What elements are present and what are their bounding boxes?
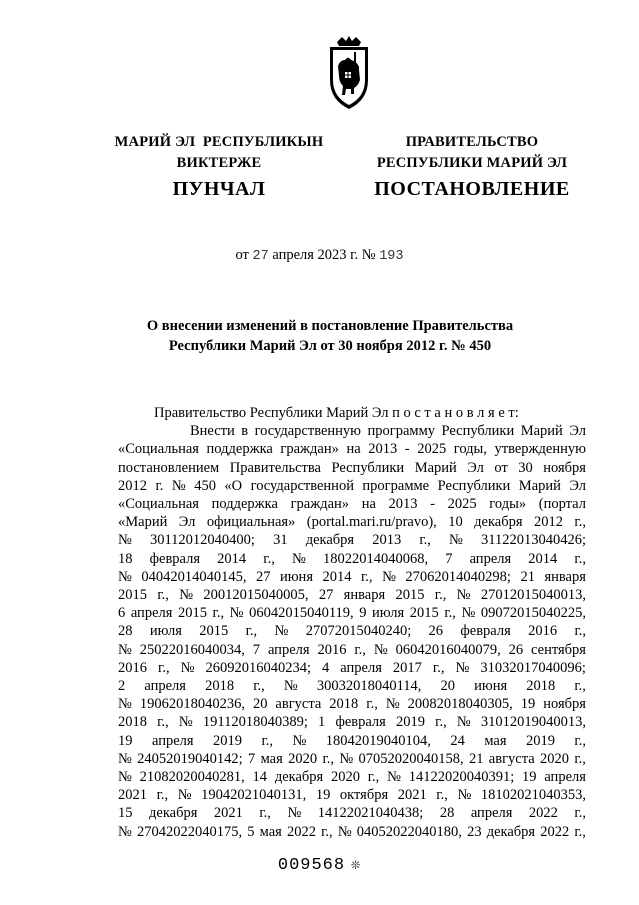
body-line: № 24052019040142; 7 мая 2020 г., № 07052020040158, 21 августа 2020 г., bbox=[118, 750, 586, 767]
document-body bbox=[118, 404, 586, 841]
coat-of-arms-emblem bbox=[324, 36, 374, 110]
body-intro: Правительство Республики Марий Эл п о с т а н о в л я е т: bbox=[154, 405, 519, 421]
body-line: постановлением Правительства Республики Марий Эл от 30 ноября bbox=[118, 459, 586, 476]
document-title bbox=[70, 316, 590, 356]
body-line: Внести в государственную программу Республики Марий Эл bbox=[190, 423, 586, 440]
body-line: № 19062018040236, 20 августа 2018 г., № 20082018040305, 19 ноября bbox=[118, 696, 586, 713]
body-line: «Социальная поддержка граждан» на 2013 - 2025 годы, утвержденную bbox=[118, 441, 586, 458]
body-line: № 25022016040034, 7 апреля 2016 г., № 06042016040079, 26 сентября bbox=[118, 641, 586, 658]
body-line: 15 декабря 2021 г., № 14122021040438; 28 апреля 2022 г., bbox=[118, 805, 586, 822]
body-line: 18 февраля 2014 г., № 18022014040068, 7 апреля 2014 г., bbox=[118, 550, 586, 567]
title-line-2: Республики Марий Эл от 30 ноября 2012 г. № 450 bbox=[168, 338, 492, 354]
serial-number: 009568 bbox=[277, 856, 346, 875]
body-line: № 21082020040281, 14 декабря 2020 г., № 14122020040391; 19 апреля bbox=[118, 769, 586, 786]
body-line: 6 апреля 2015 г., № 06042015040119, 9 июля 2015 г., № 09072015040225, bbox=[118, 605, 586, 622]
body-line: 2016 г., № 26092016040234; 4 апреля 2017 г., № 31032017040096; bbox=[118, 659, 586, 676]
header-left-line2: ВИКТЕРЖЕ bbox=[176, 155, 262, 171]
date-month-year: апреля 2023 г. № bbox=[272, 247, 376, 263]
header-right-line1: ПРАВИТЕЛЬСТВО bbox=[405, 134, 539, 150]
header-right-doc-type: ПОСТАНОВЛЕНИЕ bbox=[374, 178, 570, 200]
body-line: «Социальная поддержка граждан» на 2013 - 2025 годы» (портал bbox=[118, 496, 586, 513]
body-line: 2018 г., № 19112018040389; 1 февраля 2019 г., № 31012019040013, bbox=[118, 714, 586, 731]
body-line: № 30112012040400; 31 декабря 2013 г., № 31122013040426; bbox=[118, 532, 586, 549]
header-right-line2: РЕСПУБЛИКИ МАРИЙ ЭЛ bbox=[376, 155, 568, 171]
body-line: 2012 г. № 450 «О государственной программе Республики Марий Эл bbox=[118, 477, 586, 494]
body-line: № 04042014040145, 27 июня 2014 г., № 27062014040298; 21 января bbox=[118, 568, 586, 585]
header-left-line1: МАРИЙ ЭЛ РЕСПУБЛИКЫН bbox=[114, 134, 324, 150]
body-line: 19 апреля 2019 г., № 18042019040104, 24 мая 2019 г., bbox=[118, 732, 586, 749]
body-line: 2 апреля 2018 г., № 30032018040114, 20 июня 2018 г., bbox=[118, 678, 586, 695]
date-day: 27 bbox=[252, 249, 269, 264]
body-line: 2021 г., № 19042021040131, 19 октября 2021 г., № 18102021040353, bbox=[118, 787, 586, 804]
header-left-block bbox=[96, 132, 342, 201]
footer-serial-number bbox=[0, 855, 639, 875]
body-paragraph bbox=[118, 422, 586, 841]
body-line: № 27042022040175, 5 мая 2022 г., № 04052022040180, 23 декабря 2022 г., bbox=[118, 823, 586, 840]
date-prefix: от bbox=[235, 247, 249, 263]
document-number: 193 bbox=[379, 249, 404, 264]
footer-mark-icon: ❊ bbox=[351, 857, 362, 874]
document-date-line bbox=[0, 247, 639, 264]
body-line: «Марий Эл официальная» (portal.mari.ru/pravo), 10 декабря 2012 г., bbox=[118, 514, 586, 531]
header-left-doc-type: ПУНЧАЛ bbox=[172, 178, 266, 200]
body-line: 2015 г., № 20012015040005, 27 января 2015 г., № 27012015040013, bbox=[118, 587, 586, 604]
body-line: 28 июля 2015 г., № 27072015040240; 26 февраля 2016 г., bbox=[118, 623, 586, 640]
title-line-1: О внесении изменений в постановление Правительства bbox=[146, 318, 514, 334]
header-right-block bbox=[360, 132, 584, 201]
